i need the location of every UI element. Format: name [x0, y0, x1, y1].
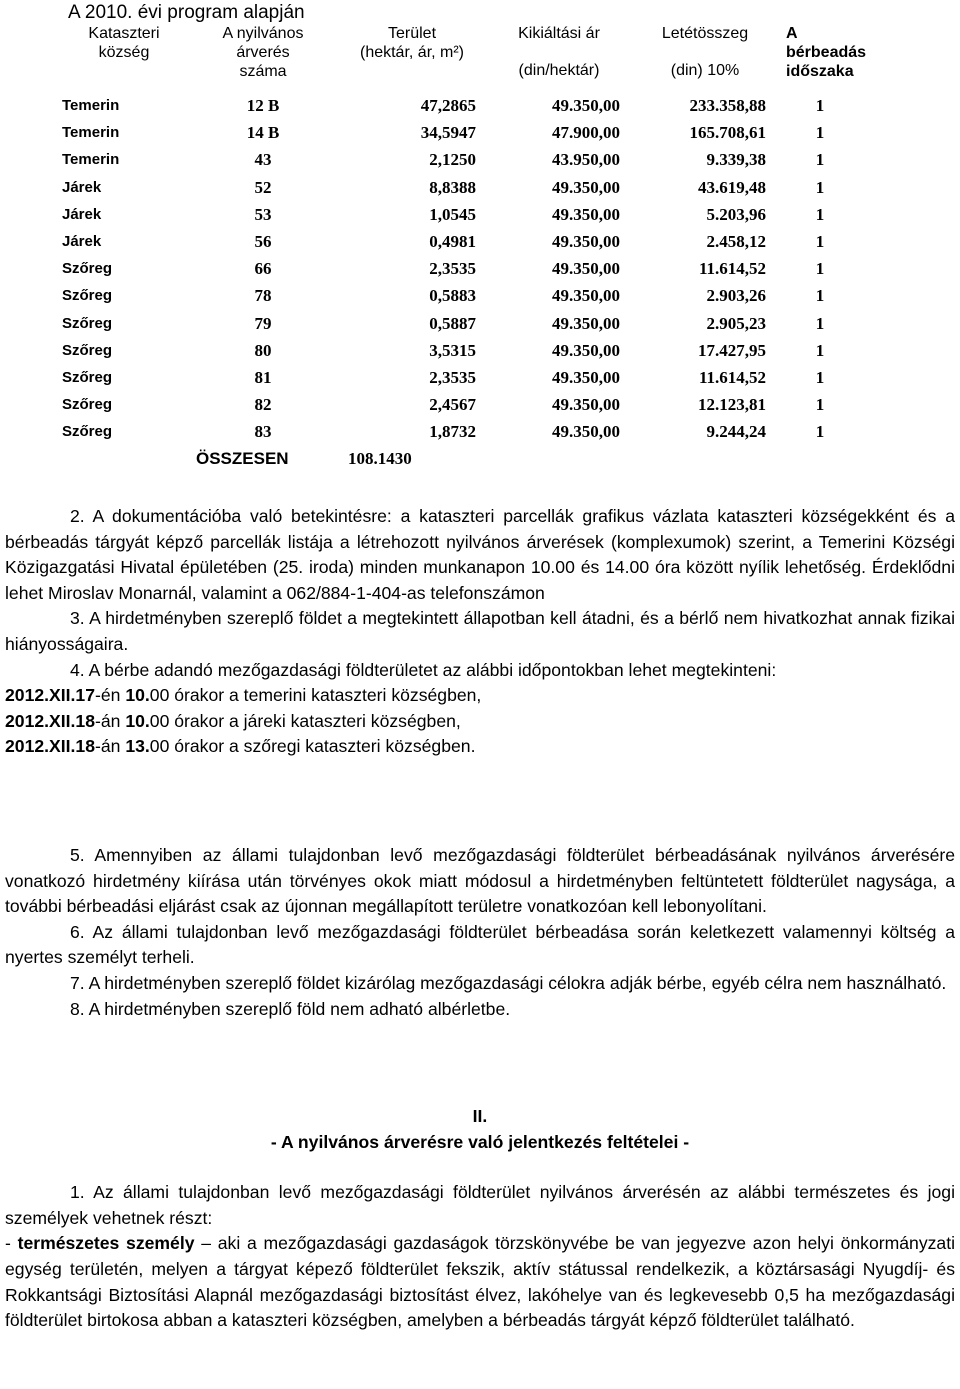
table-row — [60, 205, 862, 232]
natural-person-paragraph — [5, 1231, 955, 1333]
table-cell: 49.350,00 — [552, 367, 620, 387]
table-cell: Szőreg — [62, 396, 113, 414]
table-cell: 2.458,12 — [706, 231, 766, 251]
section-number: II. — [472, 1106, 488, 1126]
visit-rest: 00 órakor a szőregi kataszteri községben. — [149, 736, 476, 757]
header-split — [486, 24, 632, 80]
table-cell: Járek — [62, 205, 102, 223]
paragraph-4: 4. A bérbe adandó mezőgazdasági földterületet az alábbi időpontokban lehet megtekinteni: — [70, 659, 777, 680]
header-text: Kataszteri — [88, 25, 160, 42]
header-text: község — [98, 44, 150, 61]
table-cell: 233.358,88 — [689, 96, 766, 115]
visit-time: 10. — [125, 710, 150, 731]
table-cell: 43 — [254, 150, 272, 170]
visit-suffix: -án — [95, 710, 126, 731]
table-cell: Szőreg — [62, 341, 113, 359]
table-cell: 165.708,61 — [689, 123, 766, 143]
visit-schedule — [5, 683, 955, 760]
table-cell: 49.350,00 — [552, 177, 620, 197]
table-cell: 1 — [815, 204, 825, 224]
table-cell: 1,0545 — [429, 204, 476, 224]
visit-time: 10. — [125, 685, 150, 706]
table-cell: 2.903,26 — [706, 286, 766, 306]
header-lease-period — [778, 24, 867, 96]
visit-suffix: -én — [95, 685, 126, 706]
table-cell: 49.350,00 — [552, 422, 620, 442]
table-cell: 1 — [815, 367, 825, 387]
table-cell: Járek — [62, 232, 102, 250]
table-cell: 17.427,95 — [698, 340, 766, 360]
table-cell: 78 — [254, 286, 272, 306]
table-cell: 80 — [254, 340, 272, 360]
table-row — [60, 341, 862, 368]
table-cell: 1 — [815, 259, 825, 279]
table-cell: 3,5315 — [429, 340, 476, 360]
table-cell: Járek — [62, 178, 102, 196]
header-text: időszaka — [786, 63, 854, 80]
table-cell: 49.350,00 — [552, 340, 620, 360]
table-cell: 47,2865 — [420, 96, 476, 115]
visit-time: 13. — [125, 736, 150, 757]
header-text: (din) 10% — [670, 62, 740, 79]
table-cell: 49.350,00 — [552, 231, 620, 251]
table-row — [60, 232, 862, 259]
table-cell: 5.203,96 — [706, 204, 766, 224]
table-cell: 49.350,00 — [552, 286, 620, 306]
table-cell: 1 — [815, 96, 825, 115]
table-row — [60, 368, 862, 395]
table-cell: 11.614,52 — [698, 259, 766, 279]
body-text-2 — [5, 843, 955, 1022]
table-row — [60, 259, 862, 286]
table-cell: 1 — [815, 123, 825, 143]
section-title: - A nyilvános árverésre való jelentkezés feltételei - — [270, 1131, 690, 1152]
table-cell: 49.350,00 — [552, 204, 620, 224]
header-auction-number — [188, 24, 338, 96]
lease-table — [60, 24, 867, 477]
table-row — [60, 395, 862, 422]
visit-rest: 00 órakor a járeki kataszteri községben, — [149, 710, 461, 731]
total-label: ÖSSZESEN — [196, 449, 289, 469]
table-cell: 2.905,23 — [706, 313, 766, 333]
table-cell — [60, 449, 188, 476]
natural-person-text: – aki a mezőgazdasági gazdaságok törzskönyvébe be van jegyezve azon helyi önkormányzati egység területén, melyen a tárgyat képező földterület fekszik, aktív státussal rendelkezik, a köztársasági Nyugdíj- és Rokkantsági Biztosítási Alapnál mezőgazdasági biztosítást élvez, lakóhelye van és legkevesebb 0,5 ha mezőgazdasági földterület birtokosa abban a kataszteri községben, amelyben a bérbeadás tárgyát képző földterület található. — [5, 1233, 955, 1331]
table-cell: Szőreg — [62, 314, 113, 332]
body-text — [5, 504, 955, 760]
header-text: száma — [239, 63, 287, 80]
visit-line — [5, 683, 955, 709]
paragraph-8: 8. A hirdetményben szereplő föld nem adható albérletbe. — [70, 998, 511, 1019]
header-text: Terület — [387, 25, 437, 42]
table-cell: 14 B — [246, 123, 280, 143]
table-cell: 1 — [815, 313, 825, 333]
table-cell: 0,4981 — [429, 231, 476, 251]
table-cell: 9.339,38 — [706, 150, 766, 170]
table-row — [60, 96, 862, 123]
table-cell: 12.123,81 — [698, 395, 766, 415]
table-cell: 82 — [254, 395, 272, 415]
table-cell: 56 — [254, 231, 272, 251]
visit-line — [5, 709, 955, 735]
paragraph-5: 5. Amennyiben az állami tulajdonban levő mezőgazdasági földterület bérbeadásának nyilvános árverésére vonatkozó hirdetmény kiírása után törvényes okok miatt módosul a hirdetményben feltüntetett földterület nagysága, a további bérbeadási eljárást csak az újonnan megállapított területre vonatkozóan kell lebonyolítani. — [5, 845, 955, 917]
table-cell: 43.619,48 — [698, 177, 766, 197]
table-cell: 1 — [815, 395, 825, 415]
header-text: (din/hektár) — [518, 62, 600, 79]
header-text: Letétösszeg — [661, 25, 749, 42]
table-cell: 79 — [254, 313, 272, 333]
table-cell: Szőreg — [62, 423, 113, 441]
dash: - — [5, 1233, 18, 1254]
visit-date: 2012.XII.18 — [5, 736, 95, 757]
header-split — [632, 24, 778, 80]
section-ii — [5, 1104, 955, 1334]
header-area — [338, 24, 486, 96]
table-row — [60, 286, 862, 313]
table-cell: Szőreg — [62, 260, 113, 278]
natural-person-term: természetes személy — [17, 1233, 195, 1254]
table-cell: 34,5947 — [420, 123, 476, 143]
table-cell: 1 — [815, 177, 825, 197]
header-text: Kikiáltási ár — [518, 25, 600, 42]
table-cell: Szőreg — [62, 368, 113, 386]
table-row — [60, 150, 862, 177]
paragraph-3: 3. A hirdetményben szereplő földet a megtekintett állapotban kell átadni, és a bérlő nem hivatkozhat annak fizikai hiányosságaira. — [5, 608, 955, 654]
header-text: A nyilvános — [222, 25, 304, 42]
table-cell: 2,4567 — [429, 395, 476, 415]
table-row — [60, 178, 862, 205]
table-cell: Szőreg — [62, 287, 113, 305]
header-starting-price — [486, 24, 632, 96]
table-cell: 12 B — [246, 96, 280, 115]
table-cell: 49.350,00 — [552, 313, 620, 333]
table-cell: 49.350,00 — [552, 259, 620, 279]
table-cell: 52 — [254, 177, 272, 197]
table-cell: 2,3535 — [429, 259, 476, 279]
header-deposit — [632, 24, 778, 96]
table-cell: Temerin — [62, 151, 120, 169]
paragraph-2: 2. A dokumentációba való betekintésre: a kataszteri parcellák grafikus vázlata kataszteri községekként és a bérbeadás tárgyát képző parcellák listája a létrehozott nyilvános árverések (komplexumok) szerint, a Temerini Községi Közigazgatási Hivatal épületében (25. iroda) minden munkanapon 10.00 és 14.00 óra között nyílik lehetőség. Érdeklődni lehet Miroslav Monarnál, valamint a 062/884-1-404-as telefonszámon — [5, 506, 955, 603]
header-cadastral-municipality — [60, 24, 188, 96]
table-cell: 0,5883 — [429, 286, 476, 306]
header-text: bérbeadás — [786, 44, 867, 61]
paragraph-7: 7. A hirdetményben szereplő földet kizárólag mezőgazdasági célokra adják bérbe, egyéb célra nem használható. — [70, 972, 947, 993]
table-cell: 1 — [815, 231, 825, 251]
table-cell: 49.350,00 — [552, 395, 620, 415]
spacer — [5, 1155, 955, 1180]
table-cell: 49.350,00 — [552, 96, 620, 115]
table-cell: Temerin — [62, 124, 120, 142]
header-text: (hektár, ár, m²) — [359, 44, 465, 61]
section-paragraph-1: 1. Az állami tulajdonban levő mezőgazdasági földterület nyilvános árverésén az alábbi természetes és jogi személyek vehetnek részt: — [5, 1182, 955, 1228]
header-text: A — [786, 25, 798, 42]
visit-suffix: -án — [95, 736, 126, 757]
table-cell: 81 — [254, 367, 272, 387]
table-row — [60, 123, 862, 150]
table-row — [60, 422, 862, 449]
table-cell: 8,8388 — [429, 177, 476, 197]
total-row — [60, 449, 862, 476]
table-cell: 2,1250 — [429, 150, 476, 170]
table-cell: Temerin — [62, 97, 120, 114]
table-cell: 66 — [254, 259, 272, 279]
table-cell: 1,8732 — [429, 422, 476, 442]
table-cell: 2,3535 — [429, 367, 476, 387]
visit-date: 2012.XII.17 — [5, 685, 95, 706]
table-cell: 9.244,24 — [706, 422, 766, 442]
table-cell: 1 — [815, 340, 825, 360]
paragraph-6: 6. Az állami tulajdonban levő mezőgazdasági földterület bérbeadása során keletkezett valamennyi költség a nyertes személyt terheli. — [5, 921, 955, 968]
table-row — [60, 314, 862, 341]
page-heading: A 2010. évi program alapján — [68, 2, 305, 23]
table-cell: 83 — [254, 422, 272, 442]
table-cell: 0,5887 — [429, 313, 476, 333]
table-cell: 53 — [254, 204, 272, 224]
total-value: 108.1430 — [348, 449, 412, 469]
visit-rest: 00 órakor a temerini kataszteri községben, — [149, 685, 482, 706]
table-cell: 11.614,52 — [698, 367, 766, 387]
table-header-row — [60, 24, 862, 96]
table-cell: 43.950,00 — [552, 150, 620, 170]
table-cell: 1 — [815, 150, 825, 170]
visit-line — [5, 734, 955, 760]
table-cell: 47.900,00 — [552, 123, 620, 143]
table-cell: 1 — [815, 422, 825, 442]
header-text: árverés — [236, 44, 290, 61]
visit-date: 2012.XII.18 — [5, 710, 95, 731]
table-cell: 1 — [815, 286, 825, 306]
